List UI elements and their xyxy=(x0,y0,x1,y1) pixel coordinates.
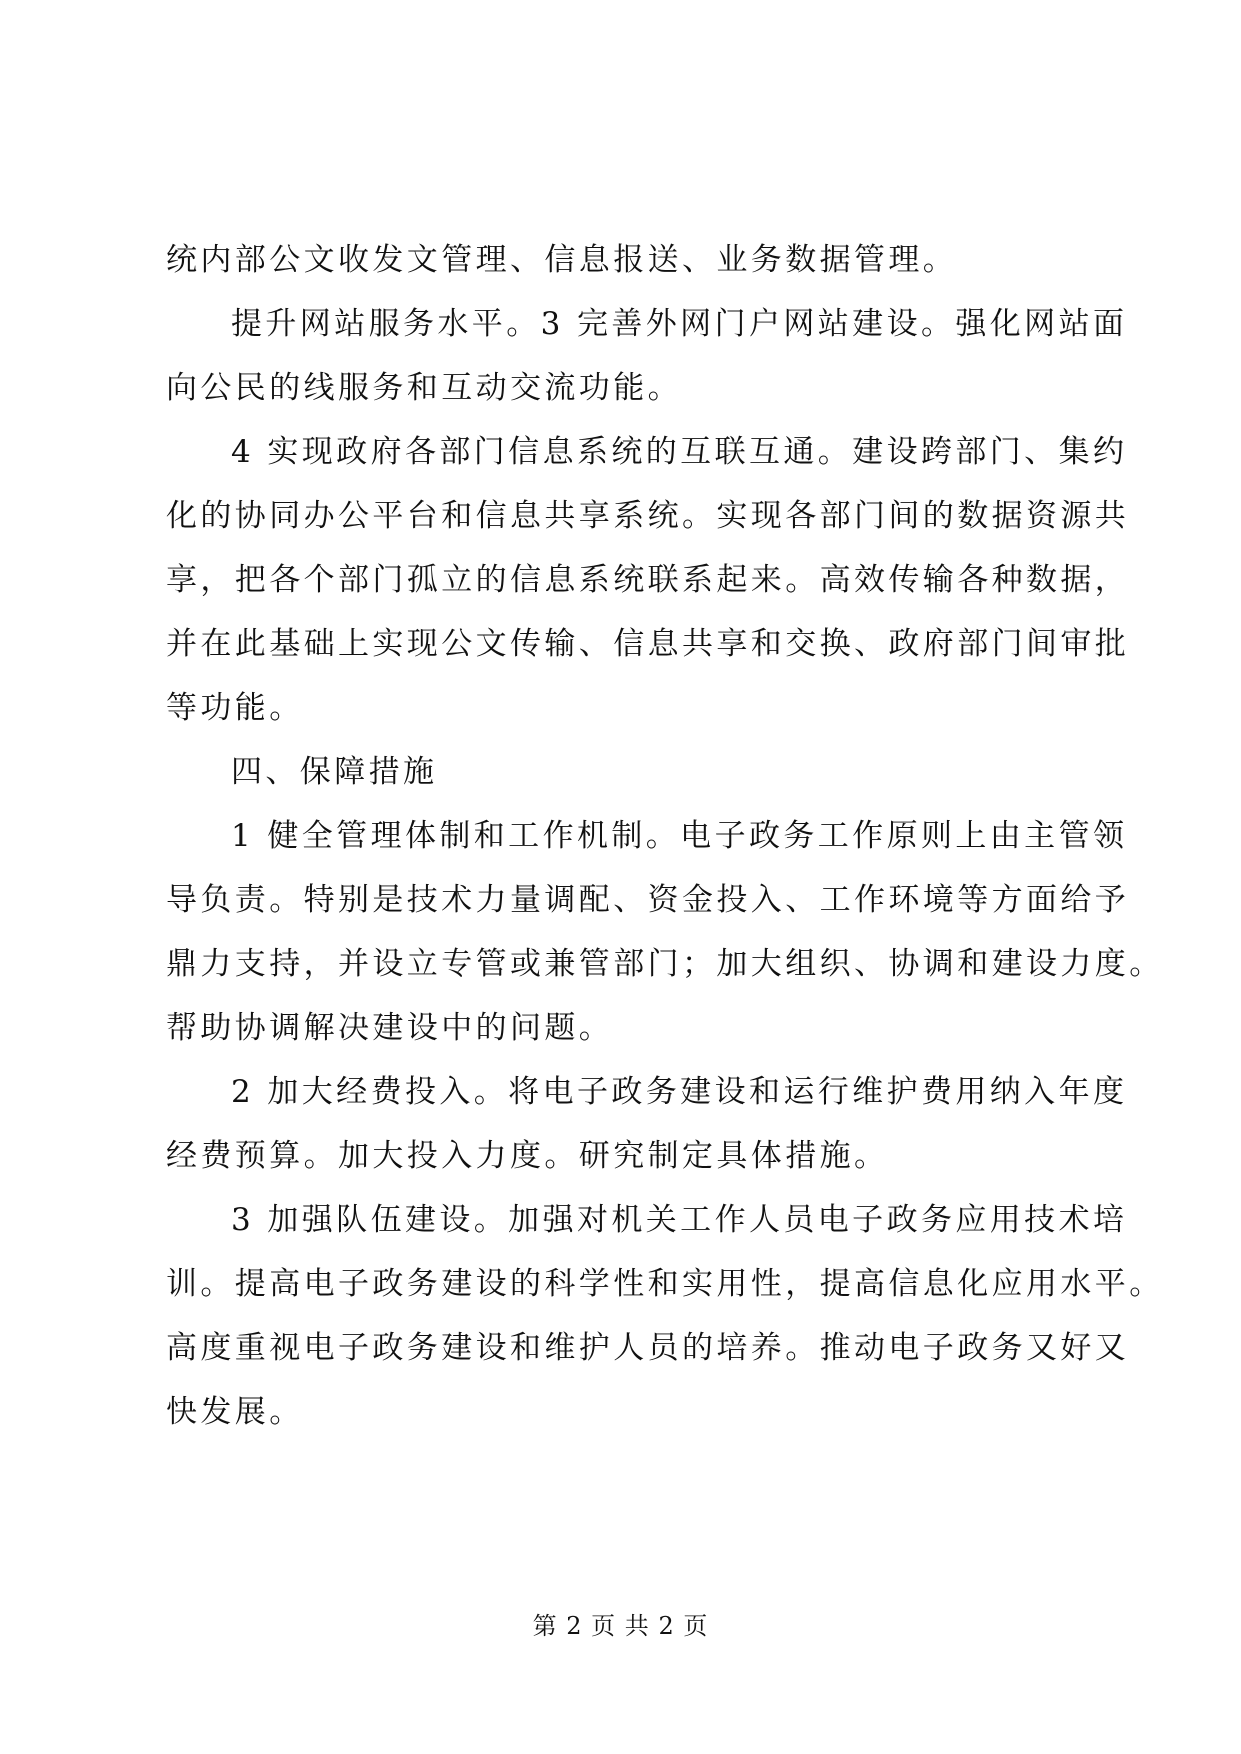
text-line-3: 向公民的线服务和互动交流功能。 xyxy=(166,370,682,406)
text-line-5: 化的协同办公平台和信息共享系统。实现各部门间的数据资源共 xyxy=(166,498,1130,534)
text-line-8: 等功能。 xyxy=(166,690,304,726)
text-line-7: 并在此基础上实现公文传输、信息共享和交换、政府部门间审批 xyxy=(166,626,1130,662)
text-line-14: 2 加大经费投入。将电子政务建设和运行维护费用纳入年度 xyxy=(231,1074,1128,1110)
text-line-4: 4 实现政府各部门信息系统的互联互通。建设跨部门、集约 xyxy=(231,434,1128,470)
text-line-1: 统内部公文收发文管理、信息报送、业务数据管理。 xyxy=(166,242,958,278)
text-line-2: 提升网站服务水平。3 完善外网门户网站建设。强化网站面 xyxy=(231,306,1128,342)
text-line-13: 帮助协调解决建设中的问题。 xyxy=(166,1010,614,1046)
text-line-6: 享，把各个部门孤立的信息系统联系起来。高效传输各种数据， xyxy=(166,562,1130,598)
text-line-10: 1 健全管理体制和工作机制。电子政务工作原则上由主管领 xyxy=(231,818,1128,854)
text-line-18: 高度重视电子政务建设和维护人员的培养。推动电子政务又好又 xyxy=(166,1330,1130,1366)
text-line-15: 经费预算。加大投入力度。研究制定具体措施。 xyxy=(166,1138,889,1174)
text-line-12: 鼎力支持，并设立专管或兼管部门；加大组织、协调和建设力度。 xyxy=(166,946,1164,982)
document-body xyxy=(166,228,1164,1444)
section-heading: 四、保障措施 xyxy=(231,754,438,790)
page-footer: 第 2 页 共 2 页 xyxy=(532,1612,709,1640)
text-line-19: 快发展。 xyxy=(166,1394,304,1430)
text-line-17: 训。提高电子政务建设的科学性和实用性，提高信息化应用水平。 xyxy=(166,1266,1164,1302)
text-line-11: 导负责。特别是技术力量调配、资金投入、工作环境等方面给予 xyxy=(166,882,1130,918)
text-line-16: 3 加强队伍建设。加强对机关工作人员电子政务应用技术培 xyxy=(231,1202,1128,1238)
